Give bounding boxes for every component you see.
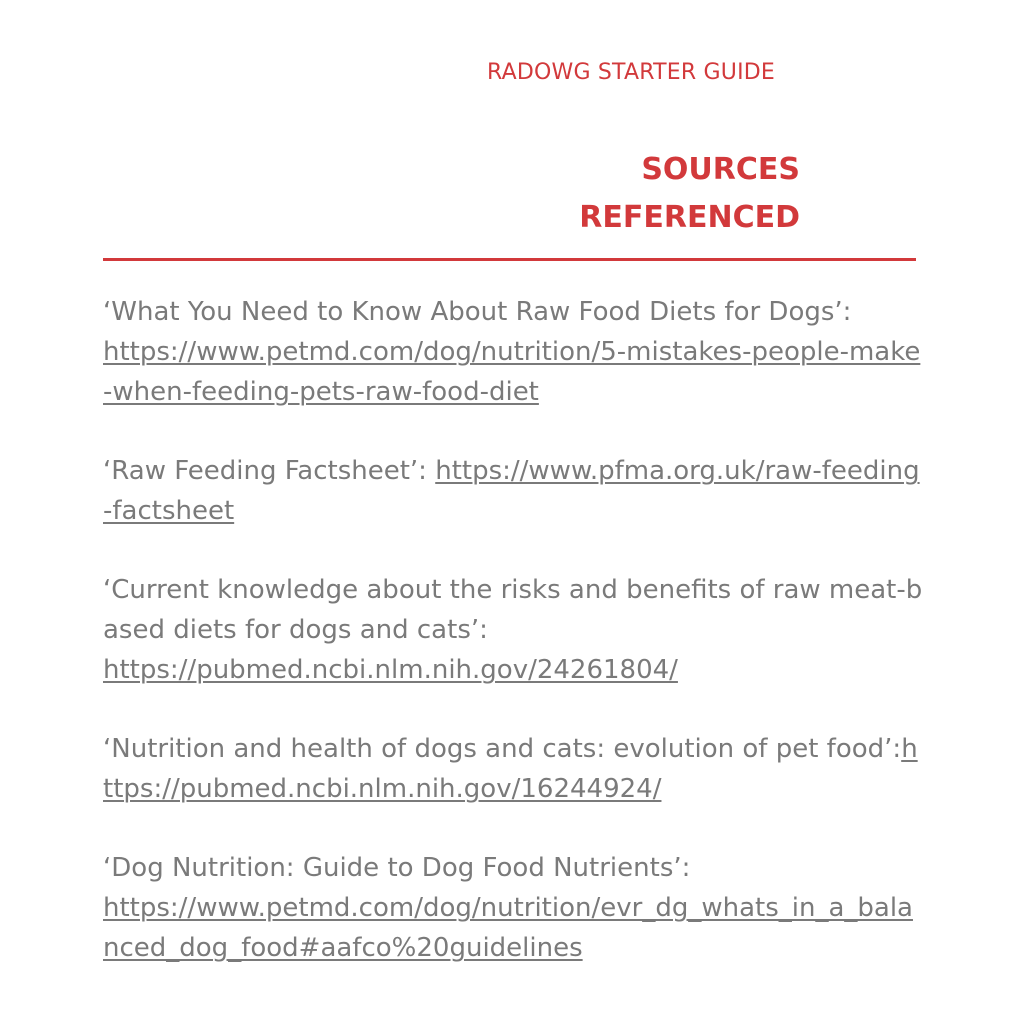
source-title: ‘Current knowledge about the risks and benefits of raw meat-based diets for dogs and cats’: — [103, 575, 923, 645]
source-entry — [103, 570, 923, 690]
source-entry — [103, 848, 923, 968]
source-link[interactable]: https://www.petmd.com/dog/nutrition/5-mistakes-people-make-when-feeding-pets-raw-food-diet — [103, 337, 921, 407]
page-title-line-2: REFERENCED — [579, 200, 800, 235]
source-link[interactable]: https://www.petmd.com/dog/nutrition/evr_dg_whats_in_a_balanced_dog_food#aafco%20guidelines — [103, 893, 913, 963]
source-title: ‘Nutrition and health of dogs and cats: evolution of pet food’: — [103, 734, 902, 764]
page-title — [579, 146, 800, 242]
sources-list — [103, 292, 923, 1007]
source-link[interactable]: https://pubmed.ncbi.nlm.nih.gov/24261804/ — [103, 655, 678, 685]
source-link[interactable]: https://pubmed.ncbi.nlm.nih.gov/16244924/ — [103, 734, 918, 804]
source-title: ‘Raw Feeding Factsheet’: — [103, 456, 427, 486]
page-title-line-1: SOURCES — [641, 152, 800, 187]
source-link[interactable]: https://www.pfma.org.uk/raw-feeding-factsheet — [103, 456, 920, 526]
source-entry — [103, 729, 923, 809]
source-title: ‘Dog Nutrition: Guide to Dog Food Nutrients’: — [103, 853, 691, 883]
header-divider — [103, 258, 916, 261]
source-entry — [103, 451, 923, 531]
source-title: ‘What You Need to Know About Raw Food Diets for Dogs’: — [103, 297, 852, 327]
source-entry — [103, 292, 923, 412]
guide-header-label: RADOWG STARTER GUIDE — [487, 60, 776, 85]
